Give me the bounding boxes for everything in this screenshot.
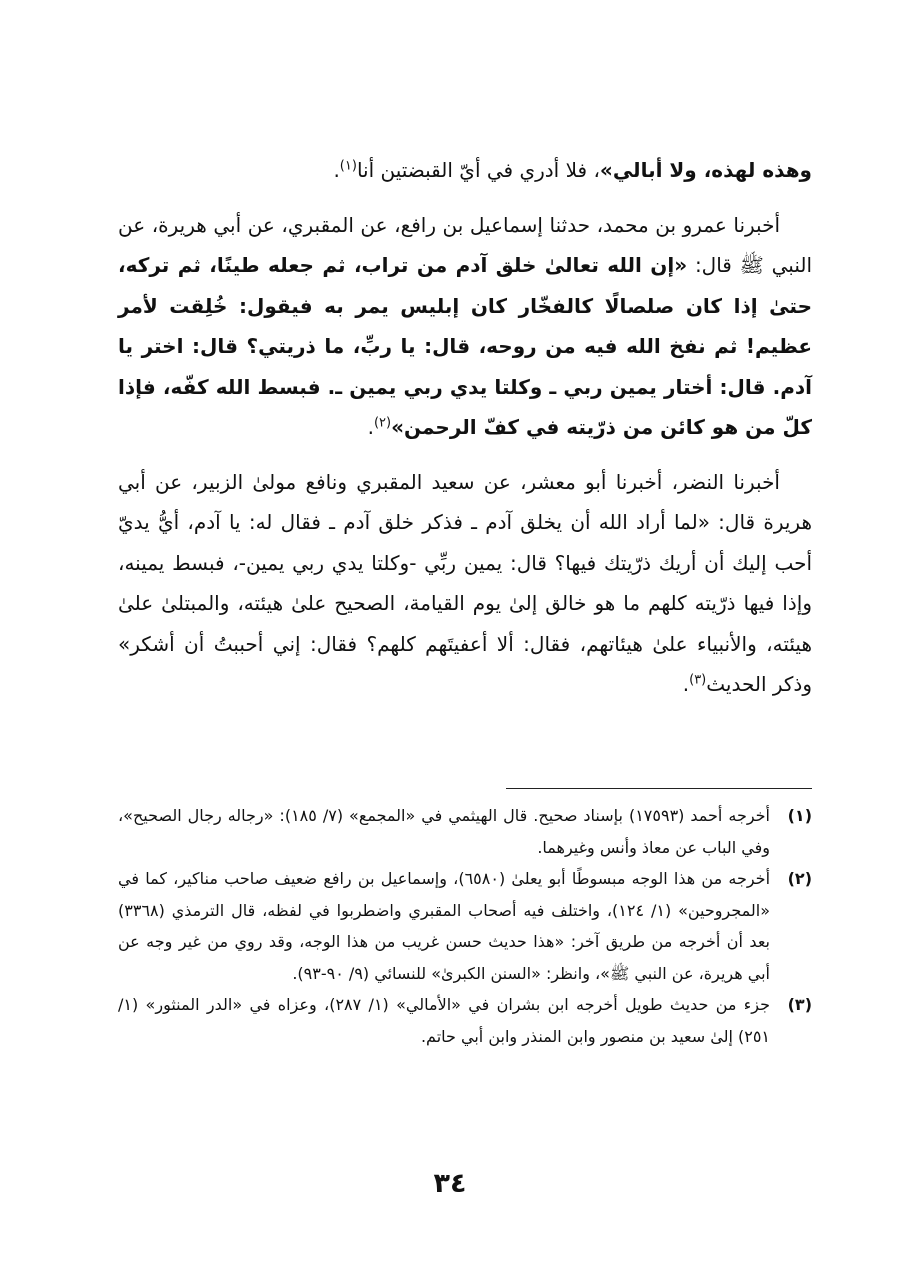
paragraph-2 — [118, 205, 812, 448]
footnote-number: (٣) — [787, 995, 812, 1014]
footnote-number: (١) — [787, 806, 812, 825]
text-segment: . — [333, 158, 340, 182]
page-number: ٣٤ — [433, 1168, 467, 1199]
text-segment: أخبرنا عمرو بن محمد، حدثنا إسماعيل بن رافع، عن المقبري، عن أبي هريرة، عن النبي ﷺ قال: — [118, 212, 813, 277]
footnote-ref[interactable]: (١) — [339, 158, 357, 174]
footnote-ref[interactable]: (٣) — [689, 672, 707, 688]
hadith-text: «إن الله تعالىٰ خلق آدم من تراب، ثم جعله طينًا، ثم تركه، حتىٰ إذا كان صلصالًا كالفخّار كان إبليس يمر به فيقول: خُلِقت لأمر عظيم! ثم نفخ الله فيه من روحه، قال: يا ربِّ، ما ذريتي؟ قال: اختر يا آدم. قال: أختار يمين ربي ـ وكلتا يدي ربي يمين ـ. فبسط الله كفّه، فإذا كلّ من هو كائن من ذرّيته في كفّ الرحمن» — [118, 253, 812, 439]
footnote-text: جزء من حديث طويل أخرجه ابن بشران في «الأمالي» (١/ ٢٨٧)، وعزاه في «الدر المنثور» (١/ ٢٥١) إلىٰ سعيد بن منصور وابن المنذر وابن أبي حاتم. — [118, 995, 771, 1046]
paragraph-3 — [118, 462, 812, 705]
footnotes — [118, 800, 812, 1052]
main-text — [118, 150, 812, 719]
footnote-3 — [118, 989, 812, 1052]
text-segment: وهذه لهذه، ولا أبالي» — [599, 158, 812, 182]
footnote-text: أخرجه أحمد (١٧٥٩٣) بإسناد صحيح. قال الهيثمي في «المجمع» (٧/ ١٨٥): «رجاله رجال الصحيح»، وفي الباب عن معاذ وأنس وغيرهما. — [118, 806, 770, 857]
paragraph-1 — [118, 150, 812, 191]
footnote-text: أخرجه من هذا الوجه مبسوطًا أبو يعلىٰ (٦٥٨٠)، وإسماعيل بن رافع ضعيف صاحب مناكير، كما في «المجروحين» (١/ ١٢٤)، واختلف فيه أصحاب المقبري واضطربوا في لفظه، قال الترمذي (٣٣٦٨) بعد أن أخرجه من طريق آخر: «هذا حديث حسن غريب من هذا الوجه، وقد روي من غير وجه عن أبي هريرة، عن النبي ﷺ»، وانظر: «السنن الكبرىٰ» للنسائي (٩/ ٩٠-٩٣). — [118, 869, 771, 983]
footnote-2 — [118, 863, 812, 989]
text-segment: . — [682, 672, 690, 696]
footnote-1 — [118, 800, 812, 863]
footnote-divider — [506, 788, 812, 789]
text-segment: ، فلا أدري في أيّ القبضتين أنا — [356, 158, 600, 182]
footnote-ref[interactable]: (٢) — [373, 415, 392, 431]
footnote-number: (٢) — [787, 869, 812, 888]
text-segment: . — [367, 415, 374, 439]
text-segment: أخبرنا النضر، أخبرنا أبو معشر، عن سعيد المقبري ونافع مولىٰ الزبير، عن أبي هريرة قال: «لما أراد الله أن يخلق آدم ـ فذكر خلق آدم ـ فقال له: يا آدم، أيُّ يديّ أحب إليك أن أريك ذرّيتك فيها؟ قال: يمين ربِّي -وكلتا يدي ربي يمين-، فبسط يمينه، وإذا فيها ذرّيته كلهم ما هو خالق إلىٰ يوم القيامة، الصحيح علىٰ هيئته، والمبتلىٰ علىٰ هيئته، والأنبياء علىٰ هيئاتهم، فقال: ألا أعفيتَهم كلهم؟ فقال: إني أحببتُ أن أشكر» وذكر الحديث — [118, 469, 812, 696]
